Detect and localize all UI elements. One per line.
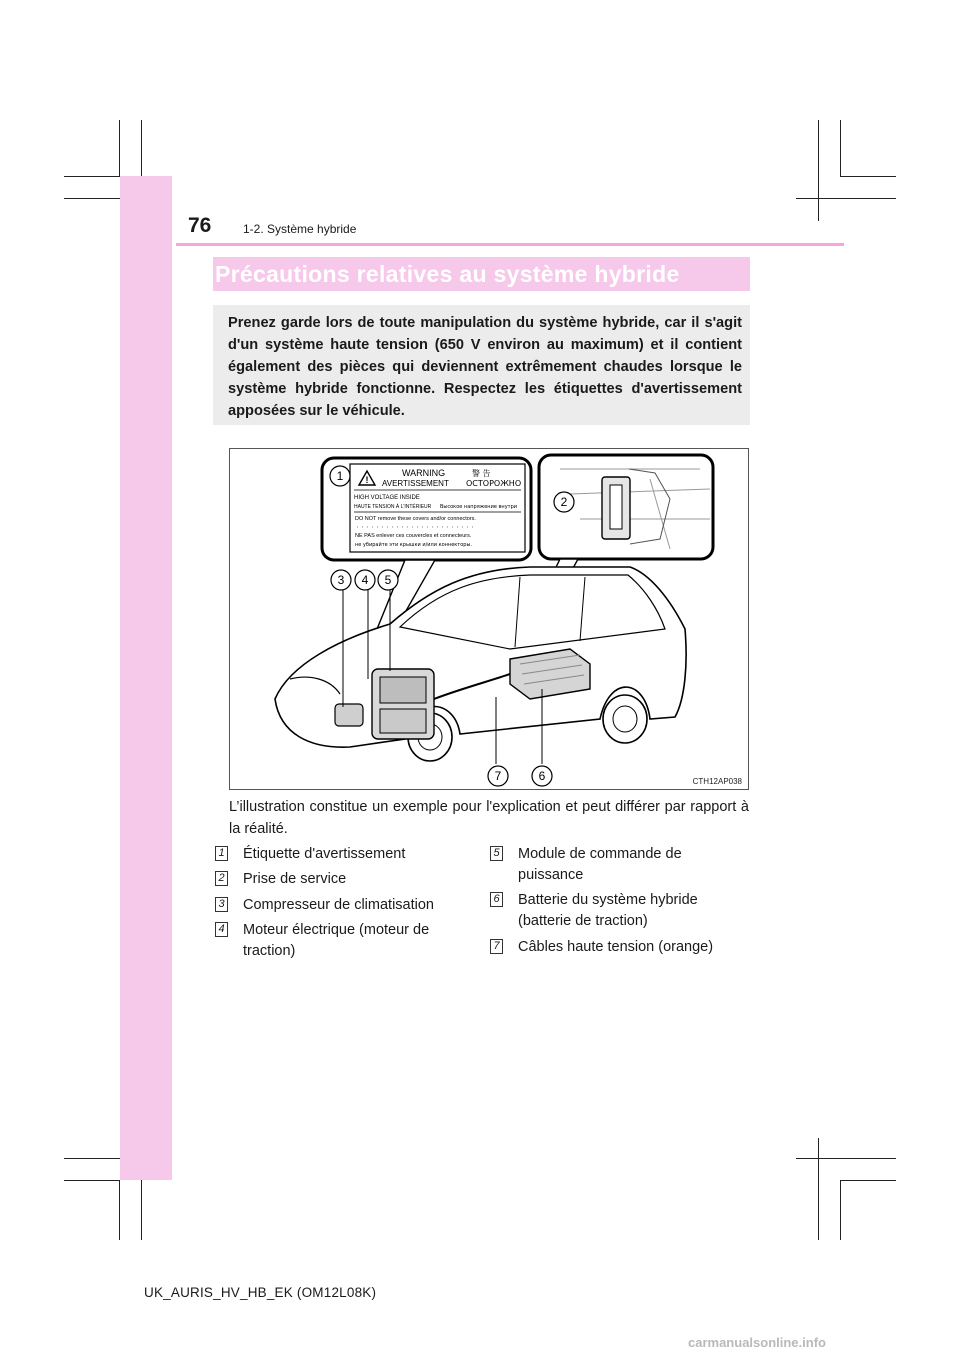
crop-mark: [796, 198, 896, 199]
svg-text:6: 6: [538, 769, 546, 783]
callout-2: [554, 492, 574, 512]
svg-text:!: !: [365, 475, 369, 485]
crop-mark: [64, 176, 120, 177]
callout-1: [330, 466, 350, 486]
figure-caption: L’illustration constitue un exemple pour l'explication et peut différer par rapport à la réalité.: [229, 799, 749, 837]
crop-mark: [840, 120, 841, 176]
legend-number: 4: [215, 922, 228, 937]
label-haute-tension: HAUTE TENSION À L'INTÉRIEUR: [354, 504, 432, 510]
ac-compressor: [335, 704, 363, 726]
callout-4: [355, 570, 375, 590]
label-line-fr: NE PAS enlever ces couvercles et connecteurs.: [355, 533, 472, 539]
callout-7: [488, 766, 508, 786]
legend-item: [215, 920, 457, 964]
legend-text: Prise de service: [243, 871, 347, 887]
label-high-voltage: HIGH VOLTAGE INSIDE: [354, 495, 420, 501]
label-ru-warning: ОСТОРОЖНО: [466, 479, 522, 488]
label-ru-high-voltage: Высокое напряжение внутри: [440, 504, 517, 510]
crop-mark: [840, 1180, 841, 1240]
svg-text:4: 4: [361, 573, 369, 587]
legend-text: Câbles haute tension (orange): [518, 939, 714, 955]
crop-mark: [119, 120, 120, 176]
legend-text: Moteur électrique (moteur de traction): [243, 922, 430, 959]
legend-number: 5: [490, 846, 503, 861]
header-rule: [176, 243, 844, 246]
legend-text: Compresseur de climatisation: [243, 897, 434, 913]
label-warning: WARNING: [402, 468, 446, 478]
rear-wheel: [603, 695, 647, 743]
intro-text: Prenez garde lors de toute manipulation du système hybride, car il s'agit d'un système haute tension (650 V environ au maximum) et il contient également des pièces qui deviennent extrêmement chaudes lorsque le système hybride fonctionne. Respectez les étiquettes d'avertissement apposées sur le véhicule.: [228, 315, 742, 419]
legend-number: 7: [490, 939, 503, 954]
hybrid-car-drawing: [230, 449, 750, 791]
svg-text:5: 5: [384, 573, 392, 587]
crop-mark: [840, 1180, 896, 1181]
crop-mark: [818, 120, 819, 221]
svg-text:・・・・・・・・・・・・・・・・・・・・・・・・: ・・・・・・・・・・・・・・・・・・・・・・・・: [355, 525, 476, 531]
section-heading: 1-2. Système hybride: [243, 222, 357, 236]
side-tab-strip: [120, 176, 172, 1180]
svg-text:7: 7: [494, 769, 502, 783]
crop-mark: [119, 1180, 120, 1240]
legend-item: [490, 890, 740, 934]
legend-number: 2: [215, 871, 228, 886]
watermark: carmanualsonline.info: [688, 1335, 826, 1350]
figure-code: CTH12AP038: [692, 777, 742, 786]
label-line-en: DO NOT remove these covers and/or connectors.: [355, 516, 476, 522]
vehicle-illustration: [229, 448, 749, 790]
label-avertissement: AVERTISSEMENT: [382, 479, 449, 488]
svg-text:3: 3: [337, 573, 345, 587]
label-line-ru: не убирайте эти крышки и/или коннекторы.: [355, 542, 472, 548]
crop-mark: [796, 1158, 896, 1159]
crop-mark: [840, 176, 896, 177]
callout-6: [532, 766, 552, 786]
legend-number: 3: [215, 897, 228, 912]
legend-text: Étiquette d'avertissement: [243, 846, 406, 862]
crop-mark: [64, 1180, 120, 1181]
footer-code: UK_AURIS_HV_HB_EK (OM12L08K): [144, 1285, 377, 1300]
callout-3: [331, 570, 351, 590]
legend-text: Batterie du système hybride (batterie de traction): [518, 892, 698, 929]
page-number: 76: [188, 214, 212, 237]
svg-text:1: 1: [336, 469, 344, 483]
callout-5: [378, 570, 398, 590]
legend-number: 6: [490, 892, 503, 907]
crop-mark: [818, 1138, 819, 1240]
label-warning-cn: 警 告: [472, 469, 491, 478]
svg-text:2: 2: [560, 495, 568, 509]
legend-text: Module de commande de puissance: [518, 846, 682, 883]
legend-item: [490, 844, 740, 888]
page-title: Précautions relatives au système hybride: [215, 261, 680, 287]
legend-number: 1: [215, 846, 228, 861]
